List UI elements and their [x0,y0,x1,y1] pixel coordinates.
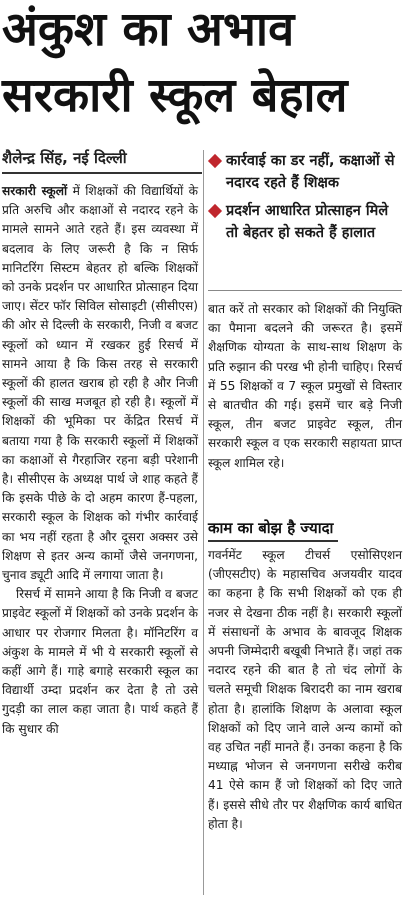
lead-in: सरकारी स्कूलों [2,184,68,198]
subheading: काम का बोझ है ज्यादा [208,519,334,537]
right-column-top [208,300,402,473]
highlight-item: कार्रवाई का डर नहीं, कक्षाओं से नदारद रहते हैं शिक्षक [208,150,402,194]
byline: शैलेन्द्र सिंह, नई दिल्ली [2,149,127,167]
right-para-1: बात करें तो सरकार को शिक्षकों की नियुक्ति का पैमाना बदलने की जरूरत है। इसमें शैक्षणिक योग्यता के साथ-साथ शिक्षण के प्रति रुझान की परख भी होनी चाहिए। रिसर्च में 55 शिक्षकों व 7 स्कूल प्रमुखों से विस्तार से बातचीत की गई। इसमें चार बड़े निजी स्कूल, तीन बजट प्राइवेट स्कूल, तीन सरकारी स्कूल व एक सरकारी सहायता प्राप्त स्कूल शामिल रहे। [208,302,402,470]
highlights-rule [208,290,402,291]
headline-line-1: अंकुश का अभाव [2,2,295,57]
diamond-bullet-icon [208,154,222,168]
subheading-rule [208,540,338,542]
right-para-2: गवर्नमेंट स्कूल टीचर्स एसोसिएशन (जीएसटीए) के महासचिव अजयवीर यादव का कहना है कि सभी शिक्षकों को एक ही नजर से देखना ठीक नहीं है। सरकारी स्कूलों में संसाधनों के अभाव के बावजूद शिक्षक अपनी जिम्मेदारी बखूबी निभाते हैं। जहां तक नदारद रहने की बात है तो चंद लोगों के चलते समूची शिक्षक बिरादरी का नाम खराब होता है। हालांकि शिक्षण के अलावा स्कूल शिक्षकों को दिए जाने वाले अन्य कामों को वह उचित नहीं मानते हैं। उनका कहना है कि मध्याह्न भोजन से जनगणना सरीखे करीब 41 ऐसे काम हैं जो शिक्षकों को दिए जाते हैं। इससे सीधे तौर पर शैक्षणिक कार्य बाधित होता है। [208,548,402,831]
left-para-2: रिसर्च में सामने आया है कि निजी व बजट प्राइवेट स्कूलों में शिक्षकों को उनके प्रदर्शन के आधार पर रोजगार मिलता है। मॉनिटरिंग व अंकुश के मामले में भी ये सरकारी स्कूलों से कहीं आगे हैं। गाहे बगाहे सरकारी स्कूल का विद्यार्थी उम्दा प्रदर्शन कर देता है तो उसे गुदड़ी का लाल कहा जाता है। पार्थ कहते हैं कि सुधार की [2,587,198,736]
highlight-item: प्रदर्शन आधारित प्रोत्साहन मिले तो बेहतर हो सकते हैं हालात [208,200,402,244]
diamond-bullet-icon [208,204,222,218]
byline-rule [2,172,202,174]
highlights-box [208,150,402,250]
left-column [2,182,198,739]
headline-line-2: सरकारी स्कूल बेहाल [2,68,348,123]
column-divider [203,150,204,895]
right-column-bottom [208,546,402,834]
left-para-1: में शिक्षकों की विद्यार्थियों के प्रति अरुचि और कक्षाओं से नदारद रहने के मामले सामने आते रहते हैं। इस व्यवस्था में बदलाव के लिए जरूरी है कि न सिर्फ मानिटरिंग सिस्टम बेहतर हो बल्कि शिक्षकों को उनके प्रदर्शन पर आधारित प्रोत्साहन दिया जाए। सेंटर फॉर सिविल सोसाइटी (सीसीएस) की ओर से दिल्ली के सरकारी, निजी व बजट स्कूलों को ध्यान में रखकर हुई रिसर्च में सामने आया है कि किस तरह से सरकारी स्कूलों की हालत खराब हो रही है और निजी स्कूलों की साख मजबूत हो रही है। स्कूलों में शिक्षकों की भूमिका पर केंद्रित रिसर्च में बताया गया है कि सरकारी स्कूलों में शिक्षकों का कक्षाओं से गैरहाजिर रहना बड़ी परेशानी है। सीसीएस के अध्यक्ष पार्थ जे शाह कहते हैं कि इसके पीछे के दो अहम कारण हैं-पहला, सरकारी स्कूल के शिक्षक को गंभीर कार्रवाई का भय नहीं रहता है और दूसरा अक्सर उसे शिक्षण से इतर अन्य कामों जैसे जनगणना, चुनाव ड्यूटी आदि में लगाया जाता है। [2,184,198,583]
